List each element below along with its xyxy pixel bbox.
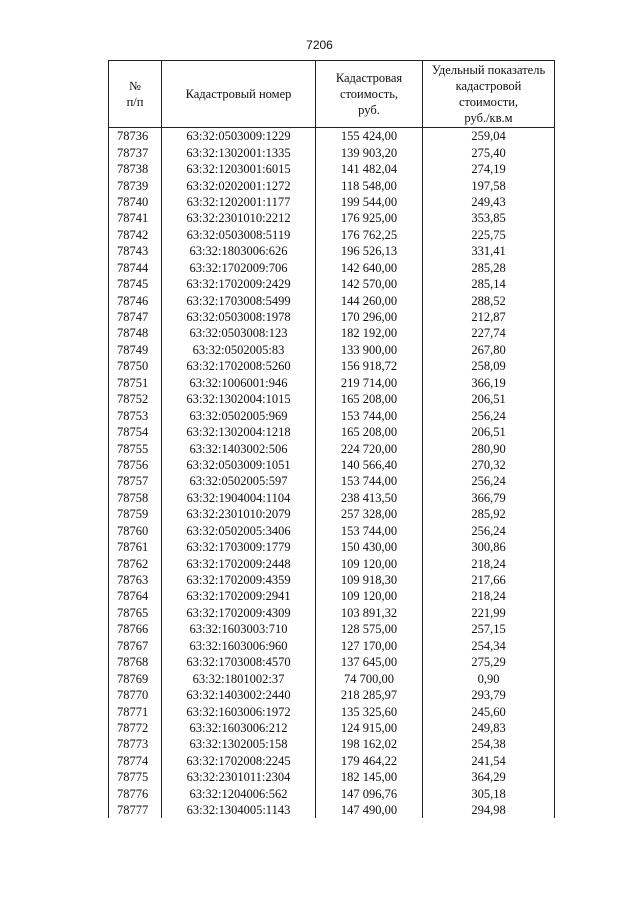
table-row <box>109 506 555 522</box>
table-row <box>109 194 555 210</box>
cadastral-value: 153 744,00 <box>316 523 423 539</box>
cadastral-number: 63:32:1304005:1143 <box>162 802 316 818</box>
unit-value: 274,19 <box>423 161 555 177</box>
row-index: 78742 <box>109 227 162 243</box>
unit-value: 256,24 <box>423 523 555 539</box>
row-index: 78740 <box>109 194 162 210</box>
table-row <box>109 161 555 177</box>
cadastral-value: 153 744,00 <box>316 473 423 489</box>
unit-value: 256,24 <box>423 407 555 423</box>
unit-value: 275,29 <box>423 654 555 670</box>
cadastral-value: 124 915,00 <box>316 720 423 736</box>
cadastral-number: 63:32:1703008:4570 <box>162 654 316 670</box>
table-body <box>109 128 555 819</box>
row-index: 78774 <box>109 753 162 769</box>
cadastral-number: 63:32:1904004:1104 <box>162 490 316 506</box>
cadastral-value: 179 464,22 <box>316 753 423 769</box>
cadastral-value: 140 566,40 <box>316 457 423 473</box>
cadastral-value: 133 900,00 <box>316 342 423 358</box>
cadastral-number: 63:32:1006001:946 <box>162 375 316 391</box>
cadastral-value: 109 120,00 <box>316 588 423 604</box>
row-index: 78745 <box>109 276 162 292</box>
table-row <box>109 473 555 489</box>
cadastral-value: 74 700,00 <box>316 670 423 686</box>
row-index: 78736 <box>109 128 162 145</box>
table-row <box>109 605 555 621</box>
unit-value: 249,43 <box>423 194 555 210</box>
row-index: 78750 <box>109 358 162 374</box>
cadastral-number: 63:32:0503008:123 <box>162 325 316 341</box>
table-row <box>109 638 555 654</box>
table-row <box>109 325 555 341</box>
cadastral-value: 218 285,97 <box>316 687 423 703</box>
table-row <box>109 539 555 555</box>
cadastral-number: 63:32:1702009:4309 <box>162 605 316 621</box>
unit-value: 285,92 <box>423 506 555 522</box>
unit-value: 225,75 <box>423 227 555 243</box>
table-row <box>109 786 555 802</box>
cadastral-value: 199 544,00 <box>316 194 423 210</box>
cadastral-value: 150 430,00 <box>316 539 423 555</box>
table-row <box>109 358 555 374</box>
cadastral-value: 155 424,00 <box>316 128 423 145</box>
row-index: 78753 <box>109 407 162 423</box>
cadastral-number: 63:32:1302005:158 <box>162 736 316 752</box>
table-row <box>109 555 555 571</box>
row-index: 78754 <box>109 424 162 440</box>
table-row <box>109 260 555 276</box>
row-index: 78756 <box>109 457 162 473</box>
cadastral-value: 176 925,00 <box>316 210 423 226</box>
cadastral-number: 63:32:1803006:626 <box>162 243 316 259</box>
cadastral-number: 63:32:1702008:5260 <box>162 358 316 374</box>
unit-value: 212,87 <box>423 309 555 325</box>
row-index: 78751 <box>109 375 162 391</box>
cadastral-number: 63:32:1204006:562 <box>162 786 316 802</box>
header-cell-unit-value: Удельный показатель кадастровой стоимости, руб./кв.м <box>423 61 555 128</box>
cadastral-number: 63:32:0202001:1272 <box>162 177 316 193</box>
table-row <box>109 375 555 391</box>
cadastral-number: 63:32:0503008:1978 <box>162 309 316 325</box>
cadastral-number: 63:32:1203001:6015 <box>162 161 316 177</box>
cadastral-number: 63:32:0503008:5119 <box>162 227 316 243</box>
cadastral-number: 63:32:1302001:1335 <box>162 144 316 160</box>
cadastral-number: 63:32:1702008:2245 <box>162 753 316 769</box>
unit-value: 241,54 <box>423 753 555 769</box>
unit-value: 254,38 <box>423 736 555 752</box>
table-row <box>109 227 555 243</box>
cadastral-value: 141 482,04 <box>316 161 423 177</box>
unit-value: 331,41 <box>423 243 555 259</box>
cadastral-number: 63:32:1603003:710 <box>162 621 316 637</box>
row-index: 78777 <box>109 802 162 818</box>
cadastral-number: 63:32:1801002:37 <box>162 670 316 686</box>
row-index: 78770 <box>109 687 162 703</box>
unit-value: 221,99 <box>423 605 555 621</box>
row-index: 78748 <box>109 325 162 341</box>
unit-value: 259,04 <box>423 128 555 145</box>
cadastral-value: 128 575,00 <box>316 621 423 637</box>
row-index: 78775 <box>109 769 162 785</box>
row-index: 78763 <box>109 572 162 588</box>
cadastral-number: 63:32:2301011:2304 <box>162 769 316 785</box>
cadastral-value: 176 762,25 <box>316 227 423 243</box>
table-row <box>109 144 555 160</box>
table-row <box>109 243 555 259</box>
row-index: 78749 <box>109 342 162 358</box>
cadastral-number: 63:32:1403002:2440 <box>162 687 316 703</box>
unit-value: 206,51 <box>423 424 555 440</box>
cadastral-value: 118 548,00 <box>316 177 423 193</box>
unit-value: 267,80 <box>423 342 555 358</box>
cadastral-value: 139 903,20 <box>316 144 423 160</box>
row-index: 78771 <box>109 703 162 719</box>
row-index: 78768 <box>109 654 162 670</box>
cadastral-number: 63:32:1302004:1015 <box>162 391 316 407</box>
table-row <box>109 424 555 440</box>
cadastral-number: 63:32:0503009:1051 <box>162 457 316 473</box>
unit-value: 280,90 <box>423 440 555 456</box>
unit-value: 294,98 <box>423 802 555 818</box>
row-index: 78739 <box>109 177 162 193</box>
table-row <box>109 572 555 588</box>
cadastral-number: 63:32:0502005:3406 <box>162 523 316 539</box>
row-index: 78765 <box>109 605 162 621</box>
cadastral-value: 142 640,00 <box>316 260 423 276</box>
cadastral-value: 142 570,00 <box>316 276 423 292</box>
header-row <box>109 61 555 128</box>
cadastral-table <box>108 60 555 818</box>
unit-value: 364,29 <box>423 769 555 785</box>
unit-value: 288,52 <box>423 292 555 308</box>
table-row <box>109 670 555 686</box>
cadastral-value: 109 120,00 <box>316 555 423 571</box>
unit-value: 227,74 <box>423 325 555 341</box>
unit-value: 275,40 <box>423 144 555 160</box>
row-index: 78764 <box>109 588 162 604</box>
header-cell-cadastral-number: Кадастровый номер <box>162 61 316 128</box>
cadastral-number: 63:32:2301010:2079 <box>162 506 316 522</box>
table-row <box>109 654 555 670</box>
cadastral-value: 153 744,00 <box>316 407 423 423</box>
cadastral-number: 63:32:0502005:83 <box>162 342 316 358</box>
cadastral-value: 257 328,00 <box>316 506 423 522</box>
table-row <box>109 342 555 358</box>
unit-value: 245,60 <box>423 703 555 719</box>
unit-value: 218,24 <box>423 588 555 604</box>
unit-value: 258,09 <box>423 358 555 374</box>
row-index: 78772 <box>109 720 162 736</box>
cadastral-number: 63:32:1202001:1177 <box>162 194 316 210</box>
row-index: 78776 <box>109 786 162 802</box>
row-index: 78737 <box>109 144 162 160</box>
table-row <box>109 720 555 736</box>
cadastral-value: 147 490,00 <box>316 802 423 818</box>
unit-value: 218,24 <box>423 555 555 571</box>
row-index: 78746 <box>109 292 162 308</box>
row-index: 78755 <box>109 440 162 456</box>
cadastral-value: 182 145,00 <box>316 769 423 785</box>
cadastral-value: 224 720,00 <box>316 440 423 456</box>
table-row <box>109 523 555 539</box>
header-cell-index: № п/п <box>109 61 162 128</box>
table-row <box>109 802 555 818</box>
cadastral-number: 63:32:1302004:1218 <box>162 424 316 440</box>
unit-value: 249,83 <box>423 720 555 736</box>
row-index: 78743 <box>109 243 162 259</box>
row-index: 78773 <box>109 736 162 752</box>
table-row <box>109 588 555 604</box>
unit-value: 293,79 <box>423 687 555 703</box>
cadastral-number: 63:32:1703008:5499 <box>162 292 316 308</box>
unit-value: 197,58 <box>423 177 555 193</box>
cadastral-number: 63:32:1703009:1779 <box>162 539 316 555</box>
row-index: 78761 <box>109 539 162 555</box>
unit-value: 353,85 <box>423 210 555 226</box>
cadastral-value: 182 192,00 <box>316 325 423 341</box>
cadastral-value: 103 891,32 <box>316 605 423 621</box>
table-row <box>109 753 555 769</box>
unit-value: 285,28 <box>423 260 555 276</box>
cadastral-value: 165 208,00 <box>316 424 423 440</box>
table-row <box>109 457 555 473</box>
row-index: 78759 <box>109 506 162 522</box>
cadastral-number: 63:32:1603006:960 <box>162 638 316 654</box>
row-index: 78757 <box>109 473 162 489</box>
cadastral-number: 63:32:0502005:969 <box>162 407 316 423</box>
cadastral-value: 170 296,00 <box>316 309 423 325</box>
cadastral-number: 63:32:1702009:2448 <box>162 555 316 571</box>
table-row <box>109 309 555 325</box>
unit-value: 305,18 <box>423 786 555 802</box>
cadastral-number: 63:32:1603006:1972 <box>162 703 316 719</box>
unit-value: 366,79 <box>423 490 555 506</box>
page-number: 7206 <box>306 38 333 52</box>
unit-value: 257,15 <box>423 621 555 637</box>
unit-value: 254,34 <box>423 638 555 654</box>
row-index: 78744 <box>109 260 162 276</box>
unit-value: 300,86 <box>423 539 555 555</box>
cadastral-number: 63:32:1403002:506 <box>162 440 316 456</box>
table-row <box>109 736 555 752</box>
cadastral-value: 137 645,00 <box>316 654 423 670</box>
table-row <box>109 177 555 193</box>
cadastral-number: 63:32:0502005:597 <box>162 473 316 489</box>
table-row <box>109 292 555 308</box>
table-row <box>109 210 555 226</box>
table-row <box>109 128 555 145</box>
cadastral-value: 219 714,00 <box>316 375 423 391</box>
cadastral-number: 63:32:2301010:2212 <box>162 210 316 226</box>
table-row <box>109 621 555 637</box>
row-index: 78766 <box>109 621 162 637</box>
cadastral-value: 135 325,60 <box>316 703 423 719</box>
cadastral-number: 63:32:1702009:2941 <box>162 588 316 604</box>
row-index: 78747 <box>109 309 162 325</box>
cadastral-value: 127 170,00 <box>316 638 423 654</box>
row-index: 78758 <box>109 490 162 506</box>
table-row <box>109 440 555 456</box>
cadastral-number: 63:32:1702009:706 <box>162 260 316 276</box>
table-row <box>109 391 555 407</box>
row-index: 78760 <box>109 523 162 539</box>
row-index: 78769 <box>109 670 162 686</box>
cadastral-value: 196 526,13 <box>316 243 423 259</box>
unit-value: 270,32 <box>423 457 555 473</box>
table-row <box>109 703 555 719</box>
cadastral-number: 63:32:1702009:4359 <box>162 572 316 588</box>
row-index: 78738 <box>109 161 162 177</box>
cadastral-number: 63:32:0503009:1229 <box>162 128 316 145</box>
row-index: 78762 <box>109 555 162 571</box>
table-row <box>109 687 555 703</box>
row-index: 78767 <box>109 638 162 654</box>
cadastral-value: 165 208,00 <box>316 391 423 407</box>
unit-value: 217,66 <box>423 572 555 588</box>
cadastral-value: 238 413,50 <box>316 490 423 506</box>
cadastral-value: 144 260,00 <box>316 292 423 308</box>
cadastral-value: 156 918,72 <box>316 358 423 374</box>
table-row <box>109 276 555 292</box>
unit-value: 256,24 <box>423 473 555 489</box>
header-cell-cadastral-value: Кадастровая стоимость, руб. <box>316 61 423 128</box>
table-row <box>109 407 555 423</box>
row-index: 78752 <box>109 391 162 407</box>
table-row <box>109 769 555 785</box>
cadastral-value: 147 096,76 <box>316 786 423 802</box>
unit-value: 206,51 <box>423 391 555 407</box>
cadastral-value: 109 918,30 <box>316 572 423 588</box>
cadastral-value: 198 162,02 <box>316 736 423 752</box>
cadastral-number: 63:32:1702009:2429 <box>162 276 316 292</box>
cadastral-number: 63:32:1603006:212 <box>162 720 316 736</box>
table-row <box>109 490 555 506</box>
table-header <box>109 61 555 128</box>
row-index: 78741 <box>109 210 162 226</box>
unit-value: 366,19 <box>423 375 555 391</box>
unit-value: 0,90 <box>423 670 555 686</box>
unit-value: 285,14 <box>423 276 555 292</box>
